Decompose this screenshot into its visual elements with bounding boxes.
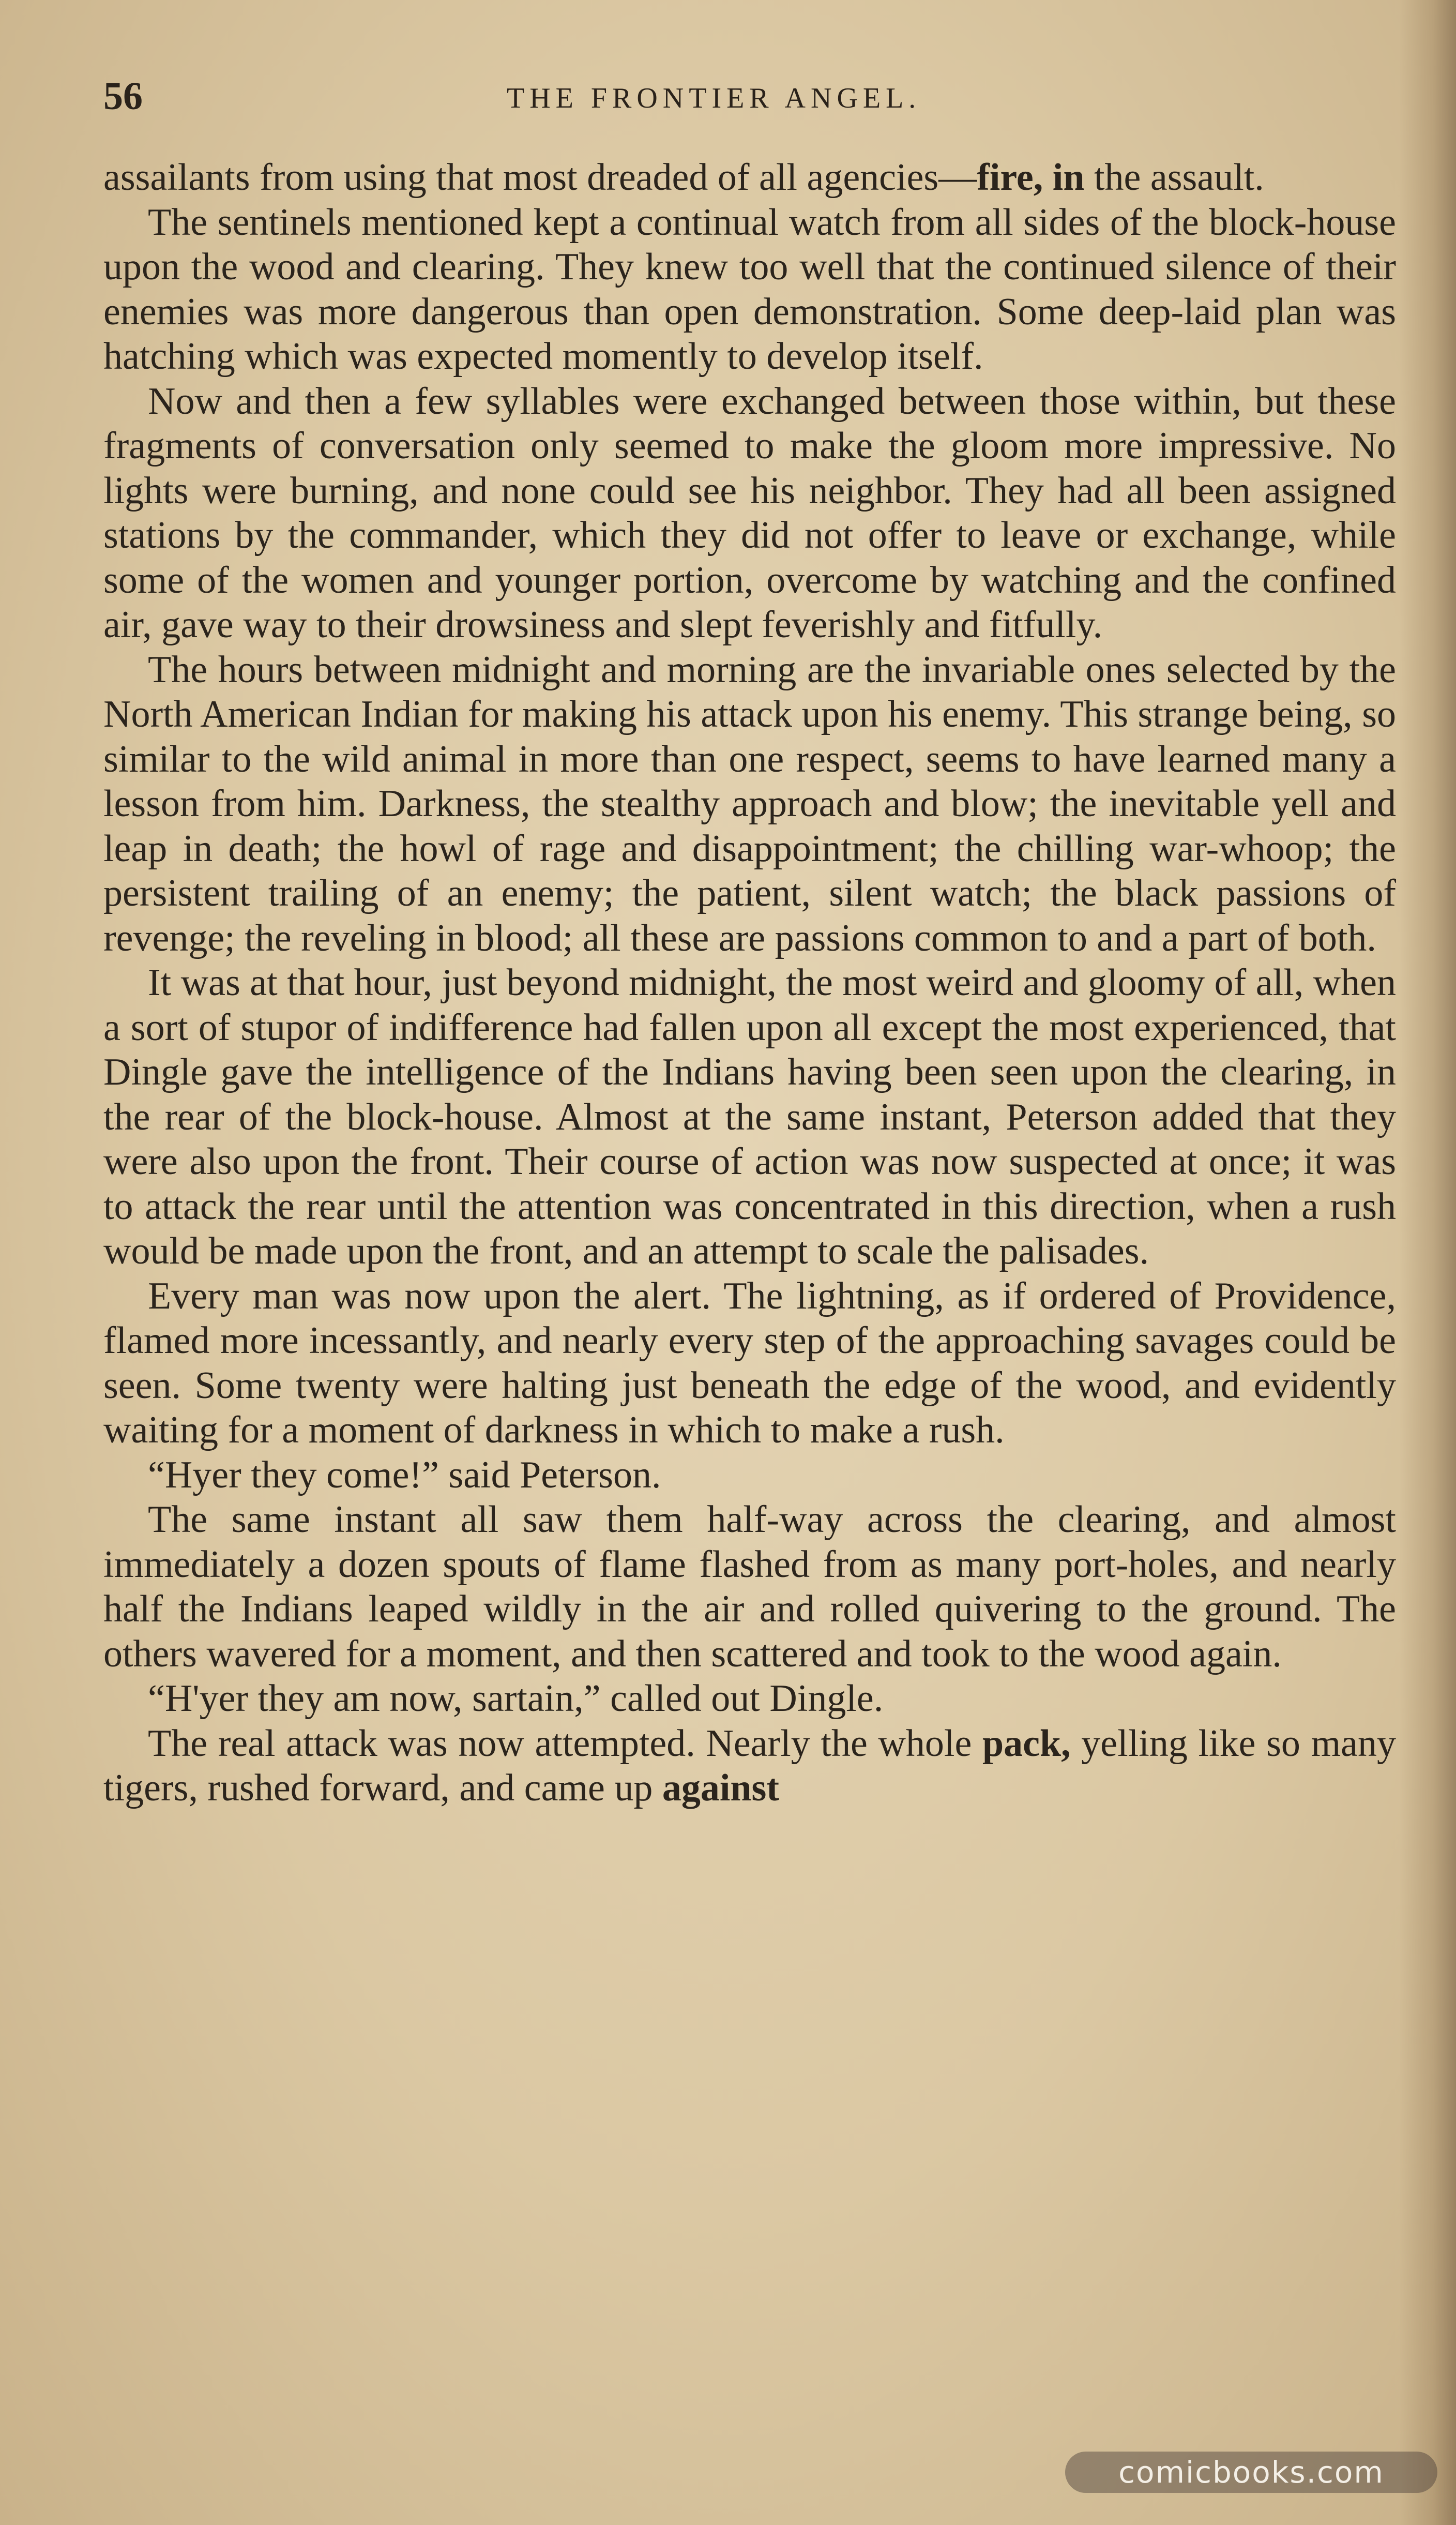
paragraph-6: Every man was now upon the alert. The lightning, as if ordered of Providence, flamed more incessantly, and nearly every step of the approaching savages could be seen. Some twenty were halting just beneath the edge of the wood, and evidently waiting for a moment of darkness in which to make a rush. — [103, 1274, 1396, 1451]
paragraph-10: The real attack was now attempted. Nearly the whole pack, yelling like so many tigers, rushed forward, and came up against — [103, 1722, 1396, 1809]
running-head: THE FRONTIER ANGEL. — [507, 82, 921, 114]
page-number: 56 — [103, 74, 143, 118]
paragraph-2: The sentinels mentioned kept a continual watch from all sides of the block-house upon the wood and clearing. They knew too well that the continued silence of their enemies was more dangerous than open demonstration. Some deep-laid plan was hatching which was expected momently to develop itself. — [103, 201, 1396, 378]
paragraph-3: Now and then a few syllables were exchanged between those within, but these fragments of conversation only seemed to make the gloom more impressive. No lights were burning, and none could see his neighbor. They had all been assigned stations by the commander, which they did not offer to leave or exchange, while some of the women and younger portion, overcome by watching and the confined air, gave way to their drowsiness and slept feverishly and fitfully. — [103, 380, 1396, 646]
paragraph-5: It was at that hour, just beyond midnight, the most weird and gloomy of all, when a sort of stupor of indifference had fallen upon all except the most experienced, that Dingle gave the intelligence of the Indians having been seen upon the clearing, in the rear of the block-house. Almost at the same instant, Peterson added that they were also upon the front. Their course of action was now suspected at once; it was to attack the rear until the attention was concentrated in this direction, when a rush would be made upon the front, and an attempt to scale the palisades. — [103, 961, 1396, 1272]
page-edge-shadow — [1399, 0, 1456, 2525]
paragraph-9: “H'yer they am now, sartain,” called out Dingle. — [148, 1677, 884, 1720]
body-text — [103, 155, 1396, 1811]
paragraph-7: “Hyer they come!” said Peterson. — [148, 1453, 661, 1496]
paragraph-4: The hours between midnight and morning are the invariable ones selected by the North American Indian for making his attack upon his enemy. This strange being, so similar to the wild animal in more than one respect, seems to have learned many a lesson from him. Darkness, the stealthy approach and blow; the inevitable yell and leap in death; the howl of rage and disappointment; the chilling war-whoop; the persistent trailing of an enemy; the patient, silent watch; the black passions of revenge; the reveling in blood; all these are passions common to and a part of both. — [103, 648, 1396, 959]
watermark-label: comicbooks.com — [1065, 2452, 1437, 2493]
paragraph-8: The same instant all saw them half-way across the clearing, and almost immediately a dozen spouts of flame flashed from as many port-holes, and nearly half the Indians leaped wildly in the air and rolled quivering to the ground. The others wavered for a moment, and then scattered and took to the wood again. — [103, 1498, 1396, 1675]
page-header — [103, 74, 1396, 133]
paragraph-1: assailants from using that most dreaded of all agencies—fire, in the assault. — [103, 156, 1264, 199]
